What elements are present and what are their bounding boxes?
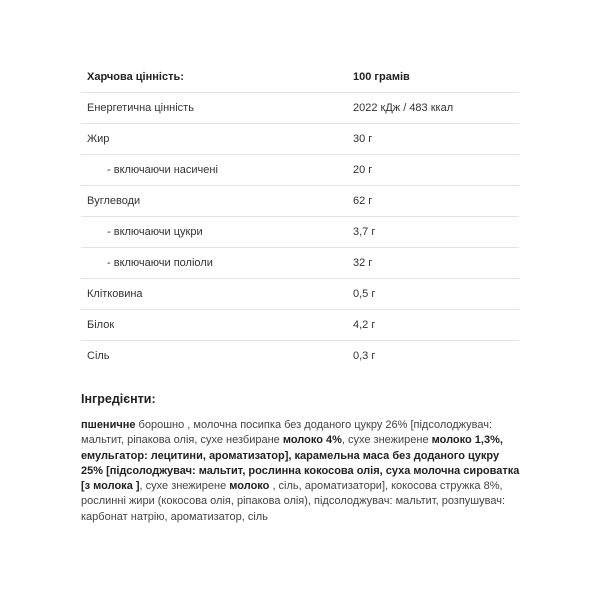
nutrition-row [81,92,519,123]
nutrition-row-value: 30 г [347,123,519,154]
ingredient-segment: борошно , молочна посипка без доданого цукру 26% [підсолоджувач: мальтит, ріпакова олія, сухе незбиране [81,419,493,447]
nutrition-header-value: 100 грамів [347,63,519,92]
nutrition-header-row [81,63,519,92]
nutrition-row-value: 20 г [347,154,519,185]
nutrition-row-label: Сіль [87,349,110,362]
ingredients-section [81,392,521,525]
nutrition-row-label: Білок [81,309,347,340]
nutrition-row-label: Вуглеводи [81,185,347,216]
nutrition-row-value: 0,5 г [347,278,519,309]
nutrition-row-value: 2022 кДж / 483 ккал [347,92,519,123]
nutrition-row [81,216,519,247]
nutrition-row-value: 62 г [347,185,519,216]
nutrition-row-value: 3,7 г [347,216,519,247]
ingredient-bold-segment: пшеничне [81,419,136,431]
nutrition-row-label: - включаючи поліоли [81,247,347,278]
nutrition-row [81,185,519,216]
ingredient-segment: , сіль, ароматизатори], кокосова стружка 8%, рослинні жири (кокосова олія, ріпакова олія), підсолоджувач: мальтит, розпушувач: карбонат натрію, ароматизатор, сіль [81,480,506,523]
nutrition-row-value: 4,2 г [347,309,519,340]
nutrition-table [81,63,519,371]
nutrition-row-label: Енергетична цінність [81,92,347,123]
nutrition-row [81,278,519,309]
nutrition-row-label: - включаючи насичені [81,154,347,185]
nutrition-row [81,154,519,185]
nutrition-table-body [81,63,519,371]
nutrition-row [81,123,519,154]
nutrition-row-label: Жир [81,123,347,154]
ingredient-bold-segment: молоко [229,480,270,493]
ingredient-segment: , сухе знежирене [341,434,432,447]
nutrition-header-label: Харчова цінність: [81,63,347,92]
ingredient-bold-segment: молоко 4% [282,434,342,447]
ingredient-bold-segment: молоко 1,3%, емульгатор: лецитини, ароматизатор], карамельна маса без доданого цукру 25% [підсолоджувач: мальтит, рослинна кокосова олія, суха молочна сироватка [з молока ] [81,434,520,493]
nutrition-row-label: Клітковина [81,278,347,309]
ingredients-title: Інгредієнти: [81,392,156,406]
nutrition-row-value: 32 г [347,247,519,278]
nutrition-row-label: - включаючи цукри [81,216,347,247]
nutrition-row-value: 0,3 г [353,349,376,362]
ingredient-segment: , сухе знежирене [139,480,230,493]
ingredients-text [81,418,521,525]
nutrition-row [81,247,519,278]
nutrition-row [81,340,519,371]
nutrition-row [81,309,519,340]
